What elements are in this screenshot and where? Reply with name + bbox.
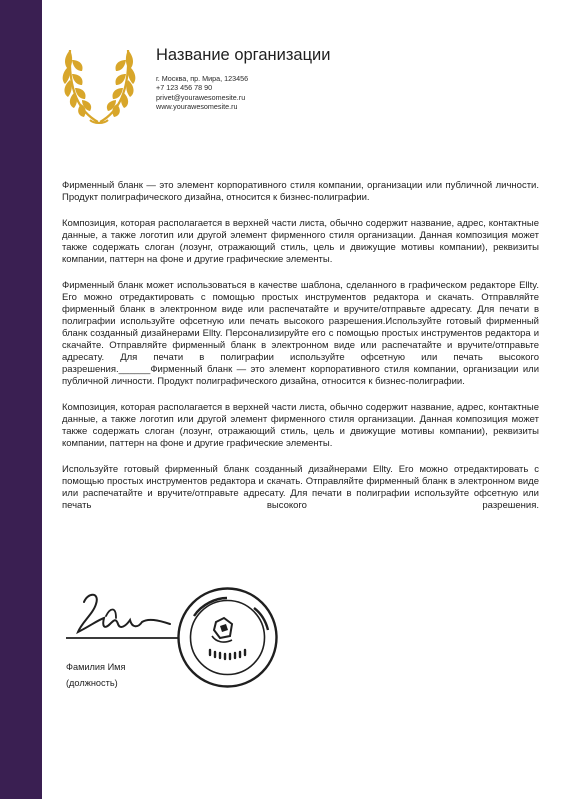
body-paragraph: Фирменный бланк может использоваться в качестве шаблона, сделанного в графическом редакторе Ellty. Его можно отредактировать с помощью простых инструментов редактора и скачать. Отправляйте фирменный бланк в электронном виде или распечатайте и вручите/отправьте адресату. Для печати в полиграфии используйте офсетную или печать высокого разрешения.Используйте готовый фирменный бланк созданный дизайнерами Ellty. Персонализируйте его с помощью простых инструментов редактора и скачайте. Отправляйте фирменный бланк в электронном виде или распечатайте и вручите/отправьте адресату. Для печати в полиграфии используйте офсетную или печать высокого разрешения.______Фирменный бланк — это элемент корпоративного стиля компании, организации или публичной личности. Продукт полиграфического дизайна, относится к бизнес-полиграфии. [62, 279, 539, 388]
letter-body [62, 180, 539, 526]
laurel-wreath-icon [60, 44, 138, 126]
phone-text: +7 123 456 78 90 [156, 83, 213, 93]
body-paragraph: Композиция, которая располагается в верхней части листа, обычно содержит название, адрес, контактные данные, а также логотип или другой элемент фирменного стиля организации. Данная композиция может также содержать слоган (лозунг, отражающий стиль, цель и движущие мотивы компании), реквизиты компании, паттерн на фоне и другие графические элементы. [62, 401, 539, 450]
signer-block [66, 659, 125, 691]
sidebar-accent-bar [0, 0, 42, 799]
signer-position: (должность) [66, 678, 118, 688]
address-text: г. Москва, пр. Мира, 123456 [156, 74, 249, 83]
signer-name: Фамилия Имя [66, 662, 126, 672]
round-stamp-icon [176, 586, 279, 689]
contact-block [156, 74, 248, 111]
body-paragraph: Композиция, которая располагается в верхней части листа, обычно содержит название, адрес, контактные данные, а также логотип или другой элемент фирменного стиля организации. Данная композиция может также содержать слоган (лозунг, отражающий стиль, цель и движущие мотивы компании), реквизиты компании, паттерн на фоне и другие графические элементы. [62, 217, 539, 265]
body-paragraph: Используйте готовый фирменный бланк созданный дизайнерами Ellty. Его можно отредактировать с помощью простых инструментов редактора и скачать. Отправляйте фирменный бланк в электронном виде или распечатайте и вручите/отправьте адресату. Для печати в полиграфии используйте офсетную или печать высокого разрешения. [62, 463, 539, 512]
website-link[interactable]: www.yourawesomesite.ru [156, 101, 238, 111]
body-paragraph: Фирменный бланк — это элемент корпоративного стиля компании, организации или публичной личности. Продукт полиграфического дизайна, относится к бизнес-полиграфии. [62, 180, 539, 204]
email-link[interactable]: privet@yourawesomesite.ru [156, 92, 246, 102]
organization-name: Название организации [156, 46, 331, 64]
handwritten-signature [66, 588, 184, 646]
